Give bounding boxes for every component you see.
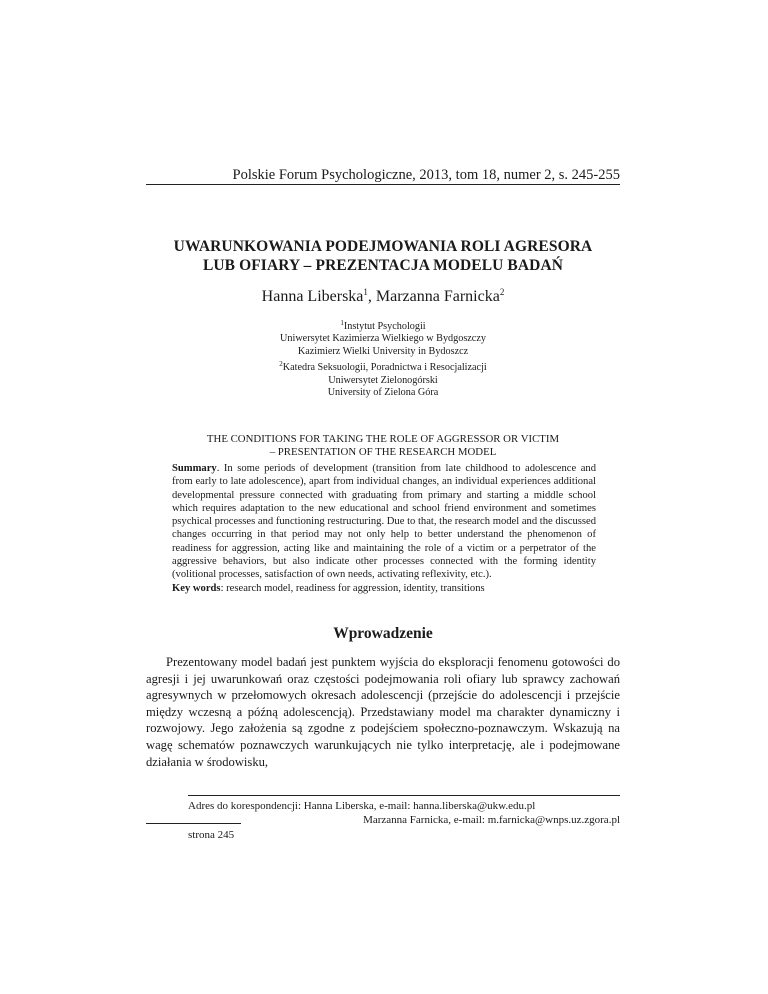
english-title-line-1: THE CONDITIONS FOR TAKING THE ROLE OF AGGRESSOR OR VICTIM xyxy=(206,433,560,445)
affiliation-line: Uniwersytet Zielonogórski xyxy=(328,374,438,386)
english-title-line-2: – PRESENTATION OF THE RESEARCH MODEL xyxy=(269,446,497,459)
page-number-divider xyxy=(146,823,241,824)
footnote-line-2: Marzanna Farnicka, e-mail: m.farnicka@wnps.uz.zgora.pl xyxy=(363,814,620,826)
body-text xyxy=(146,654,620,770)
summary-label: Summary xyxy=(172,463,217,474)
affiliations xyxy=(146,317,620,399)
page-number: strona 245 xyxy=(188,829,235,841)
author-affiliation-mark: 1 xyxy=(363,287,368,297)
footnote-line-1: Adres do korespondencji: Hanna Liberska, e-mail: hanna.liberska@ukw.edu.pl xyxy=(188,800,536,812)
summary-text: . In some periods of development (transition from late childhood to adolescence and from early to late adolescence), apart from individual changes, an individual experiences additional developmental pressure connected with graduating from primary and starting a middle school which requires adaptation to the new educational and school friend environment and sometimes psychical processes and functioning restructuring. Due to that, the research model and the discussed changes occurring in that period may not only help to better understand the phenomenon of readiness for aggression, acting like and maintaining the role of a victim or a perpetrator of the aggressive behaviors, but also indicate other processes connected with the forming identity (volitional processes, satisfaction of own needs, activating reflexivity, etc.). xyxy=(172,463,596,581)
english-title xyxy=(146,433,620,460)
abstract xyxy=(172,462,596,595)
author-separator: , xyxy=(367,288,376,305)
keywords-label: Key words xyxy=(172,582,221,594)
affiliation-text: Instytut Psychologii xyxy=(343,321,426,332)
keywords-text: : research model, readiness for aggression, identity, transitions xyxy=(220,582,485,594)
affiliation-line: University of Zielona Góra xyxy=(327,387,439,399)
affiliation-line: Uniwersytet Kazimierza Wielkiego w Bydgoszczy xyxy=(280,333,486,345)
section-heading: Wprowadzenie xyxy=(333,625,433,642)
correspondence-footnote xyxy=(188,799,620,827)
author-list xyxy=(146,282,620,307)
affiliation-line: Kazimierz Wielki University in Bydoszcz xyxy=(297,345,469,357)
affiliation-line xyxy=(146,358,620,374)
author-affiliation-mark: 2 xyxy=(499,287,505,297)
journal-header: Polskie Forum Psychologiczne, 2013, tom 18, numer 2, s. 245-255 xyxy=(232,167,620,183)
author-name: Hanna Liberska xyxy=(261,288,364,305)
affiliation-mark: 2 xyxy=(279,360,283,369)
affiliation-mark: 1 xyxy=(340,319,344,327)
body-paragraph: Prezentowany model badań jest punktem wyjścia do eksploracji fenomenu gotowości do agresji i jej uwarunkowań oraz częstości podejmowania roli ofiary lub sprawcy zachowań agresywnych w przełomowych okresach adolescencji (przejście do adolescencji i przejście między wczesną a późną adolescencją). Przedstawiany model ma charakter dynamiczny i rozwojowy. Jego założenia są zgodne z podejściem społeczno-poznawczym. Wskazują na wagę schematów poznawczych warunkujących nie tylko interpretację, ale i podejmowane działania w środowisku, xyxy=(146,655,620,769)
header-divider xyxy=(146,184,620,185)
author-name: Marzanna Farnicka xyxy=(375,288,500,305)
footnote-divider xyxy=(188,795,620,796)
keywords-paragraph xyxy=(172,582,596,595)
article-title xyxy=(146,237,620,275)
article-title-line-1: UWARUNKOWANIA PODEJMOWANIA ROLI AGRESORA xyxy=(173,238,593,255)
article-title-line-2: LUB OFIARY – PREZENTACJA MODELU BADAŃ xyxy=(202,257,564,274)
affiliation-text: Katedra Seksuologii, Poradnictwa i Resocjalizacji xyxy=(282,362,487,374)
affiliation-line xyxy=(146,317,620,333)
summary-paragraph xyxy=(172,462,596,582)
